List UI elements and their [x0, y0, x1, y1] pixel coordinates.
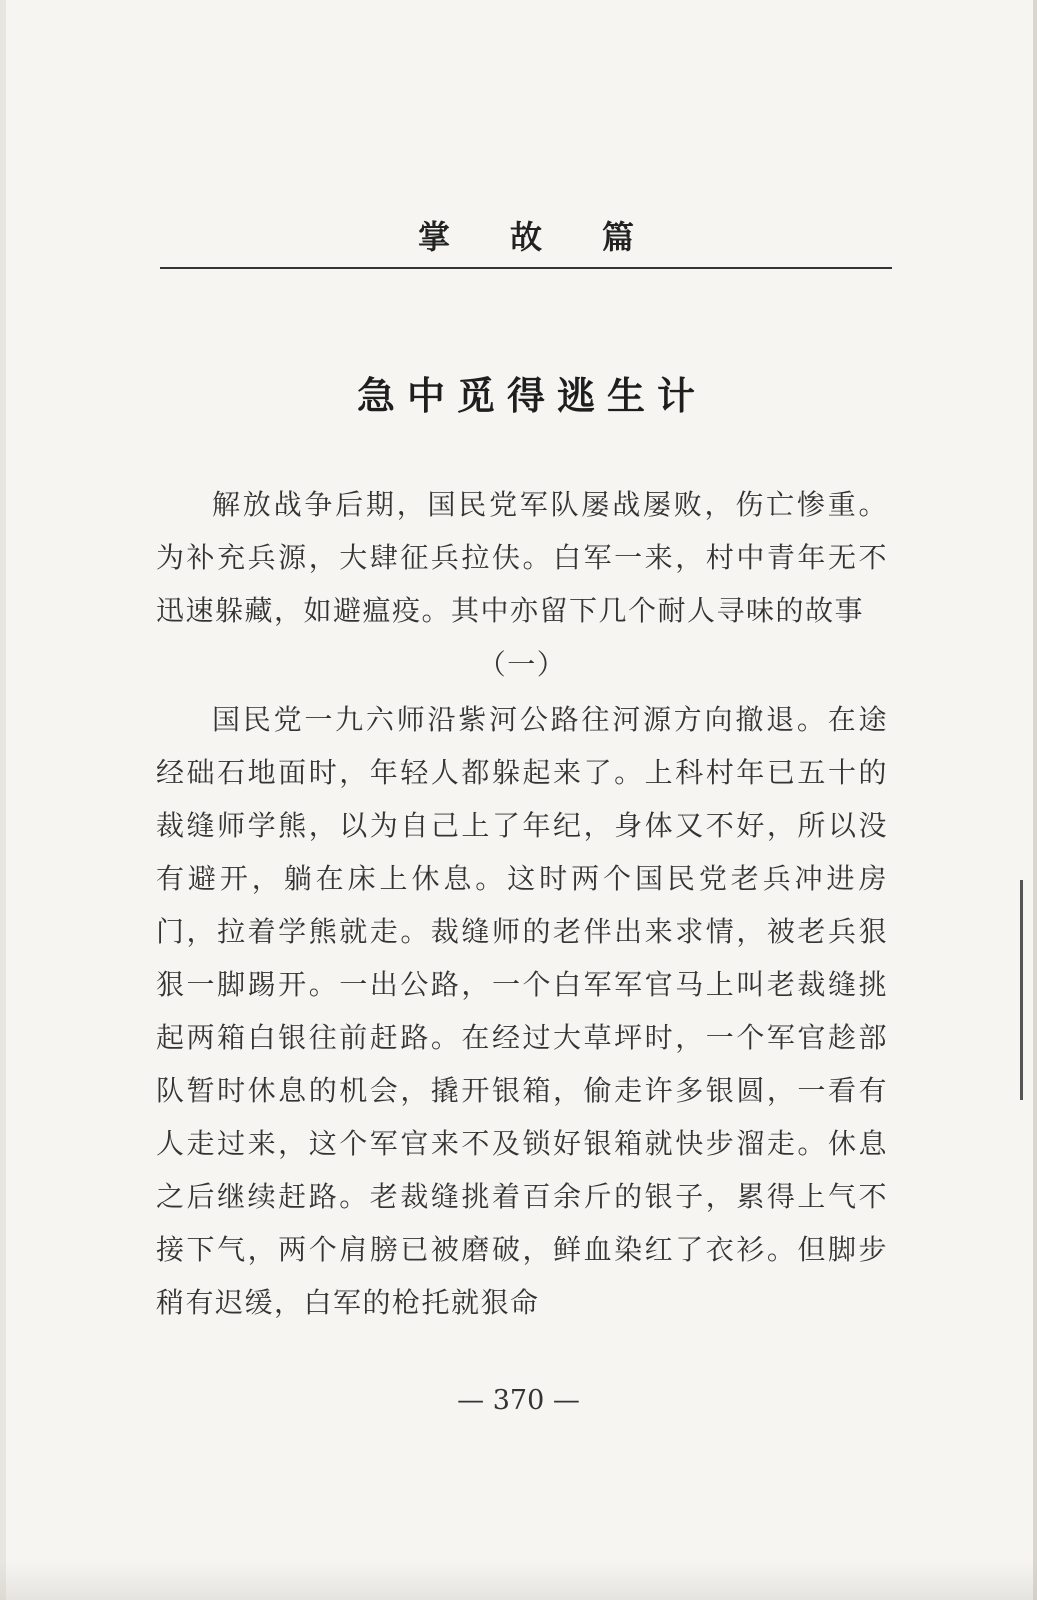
page-edge-left — [0, 0, 6, 1600]
intro-paragraph: 解放战争后期，国民党军队屡战屡败，伤亡惨重。为补充兵源，大肆征兵拉伕。白军一来，村中青年无不迅速躲藏，如避瘟疫。其中亦留下几个耐人寻味的故事 — [156, 488, 888, 627]
bottom-scan-shadow — [0, 1560, 1037, 1600]
article-title: 急中觅得逃生计 — [356, 373, 707, 418]
margin-scan-mark — [1020, 880, 1023, 1100]
section-heading: （一） — [477, 648, 567, 681]
header-rule — [160, 267, 892, 269]
article-body — [156, 478, 888, 1329]
page-number: — 370 — — [457, 1385, 580, 1416]
section-paragraph: 国民党一九六师沿紫河公路往河源方向撤退。在途经础石地面时，年轻人都躲起来了。上科村年已五十的裁缝师学熊，以为自己上了年纪，身体又不好，所以没有避开，躺在床上休息。这时两个国民党老兵冲进房门，拉着学熊就走。裁缝师的老伴出来求情，被老兵狠狠一脚踢开。一出公路，一个白军军官马上叫老裁缝挑起两箱白银往前赶路。在经过大草坪时，一个军官趁部队暂时休息的机会，撬开银箱，偷走许多银圆，一看有人走过来，这个军官来不及锁好银箱就快步溜走。休息之后继续赶路。老裁缝挑着百余斤的银子，累得上气不接下气，两个肩膀已被磨破，鲜血染红了衣衫。但脚步稍有迟缓，白军的枪托就狠命 — [156, 703, 888, 1319]
running-header: 掌故篇 — [417, 218, 694, 256]
page-edge-right — [1033, 0, 1037, 1600]
